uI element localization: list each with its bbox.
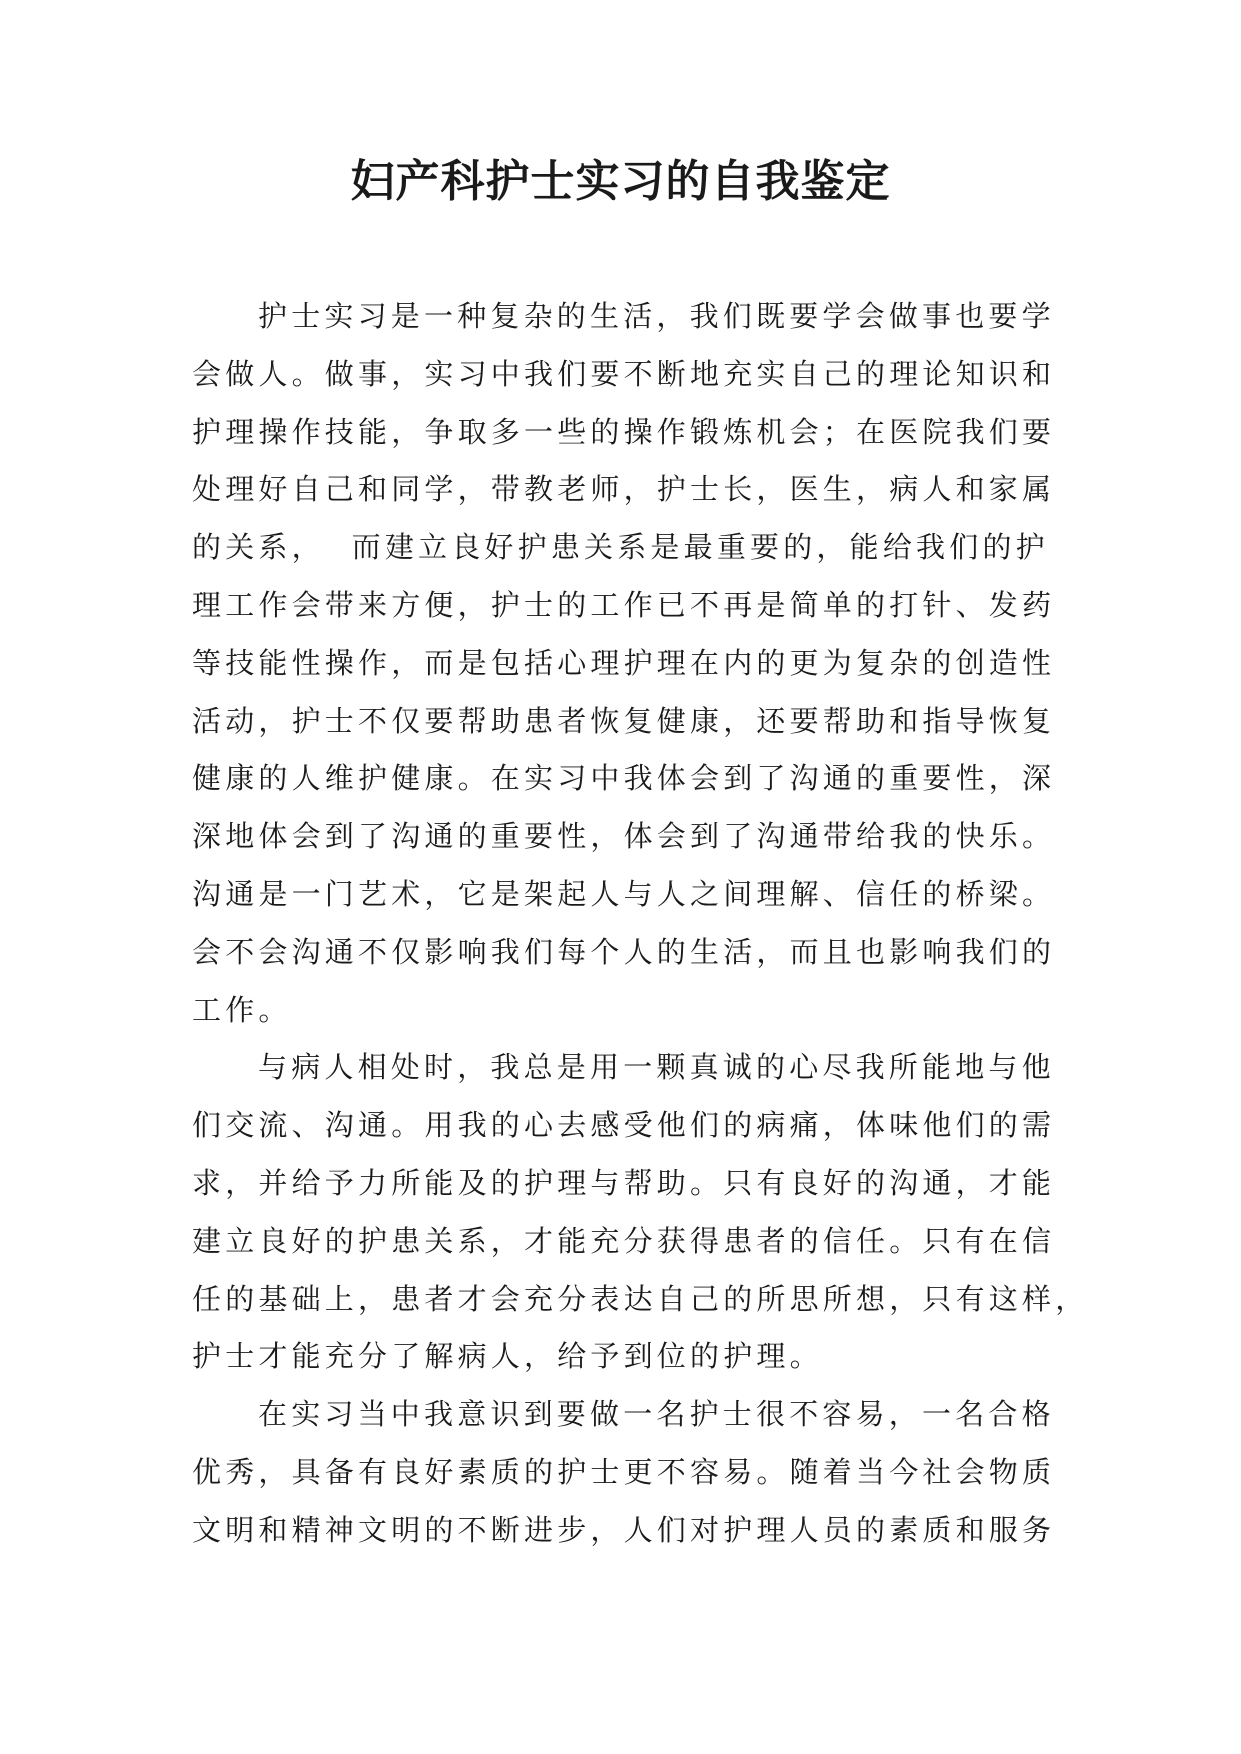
document-body bbox=[192, 288, 1089, 1560]
text-line: 优秀，具备有良好素质的护士更不容易。随着当今社会物质 bbox=[192, 1454, 1056, 1489]
text-line: 与病人相处时，我总是用一颗真诚的心尽我所能地与他 bbox=[258, 1050, 1055, 1085]
text-line: 理工作会带来方便，护士的工作已不再是简单的打针、发药 bbox=[192, 587, 1056, 622]
text-line: 建立良好的护患关系，才能充分获得患者的信任。只有在信 bbox=[192, 1223, 1056, 1258]
text-line: 工作。 bbox=[192, 992, 292, 1027]
text-line: 们交流、沟通。用我的心去感受他们的病痛，体味他们的需 bbox=[192, 1108, 1056, 1143]
text-line: 的关系， 而建立良好护患关系是最重要的，能给我们的护 bbox=[192, 530, 1049, 565]
text-line: 健康的人维护健康。在实习中我体会到了沟通的重要性，深 bbox=[192, 761, 1056, 796]
document-title: 妇产科护士实习的自我鉴定 bbox=[350, 156, 891, 207]
paragraph-2 bbox=[192, 1039, 1089, 1386]
text-line: 护士实习是一种复杂的生活，我们既要学会做事也要学 bbox=[258, 299, 1055, 333]
paragraph-3 bbox=[192, 1386, 1072, 1559]
text-line: 沟通是一门艺术，它是架起人与人之间理解、信任的桥梁。 bbox=[192, 876, 1056, 911]
text-line: 会不会沟通不仅影响我们每个人的生活，而且也影响我们的 bbox=[192, 934, 1056, 969]
text-line: 处理好自己和同学，带教老师，护士长，医生，病人和家属 bbox=[192, 472, 1056, 507]
text-line: 护士才能充分了解病人，给予到位的护理。 bbox=[192, 1339, 823, 1374]
text-line: 护理操作技能，争取多一些的操作锻炼机会；在医院我们要 bbox=[192, 414, 1056, 449]
text-line: 会做人。做事，实习中我们要不断地充实自己的理论知识和 bbox=[192, 356, 1056, 391]
paragraph-1 bbox=[192, 288, 1072, 1039]
text-line: 活动，护士不仅要帮助患者恢复健康，还要帮助和指导恢复 bbox=[192, 703, 1056, 738]
text-line: 任的基础上，患者才会充分表达自己的所思所想，只有这样， bbox=[192, 1281, 1089, 1316]
text-line: 文明和精神文明的不断进步，人们对护理人员的素质和服务 bbox=[192, 1512, 1056, 1547]
text-line: 求，并给予力所能及的护理与帮助。只有良好的沟通，才能 bbox=[192, 1165, 1056, 1200]
text-line: 深地体会到了沟通的重要性，体会到了沟通带给我的快乐。 bbox=[192, 819, 1056, 854]
text-line: 等技能性操作，而是包括心理护理在内的更为复杂的创造性 bbox=[192, 645, 1056, 680]
text-line: 在实习当中我意识到要做一名护士很不容易，一名合格 bbox=[258, 1397, 1055, 1432]
